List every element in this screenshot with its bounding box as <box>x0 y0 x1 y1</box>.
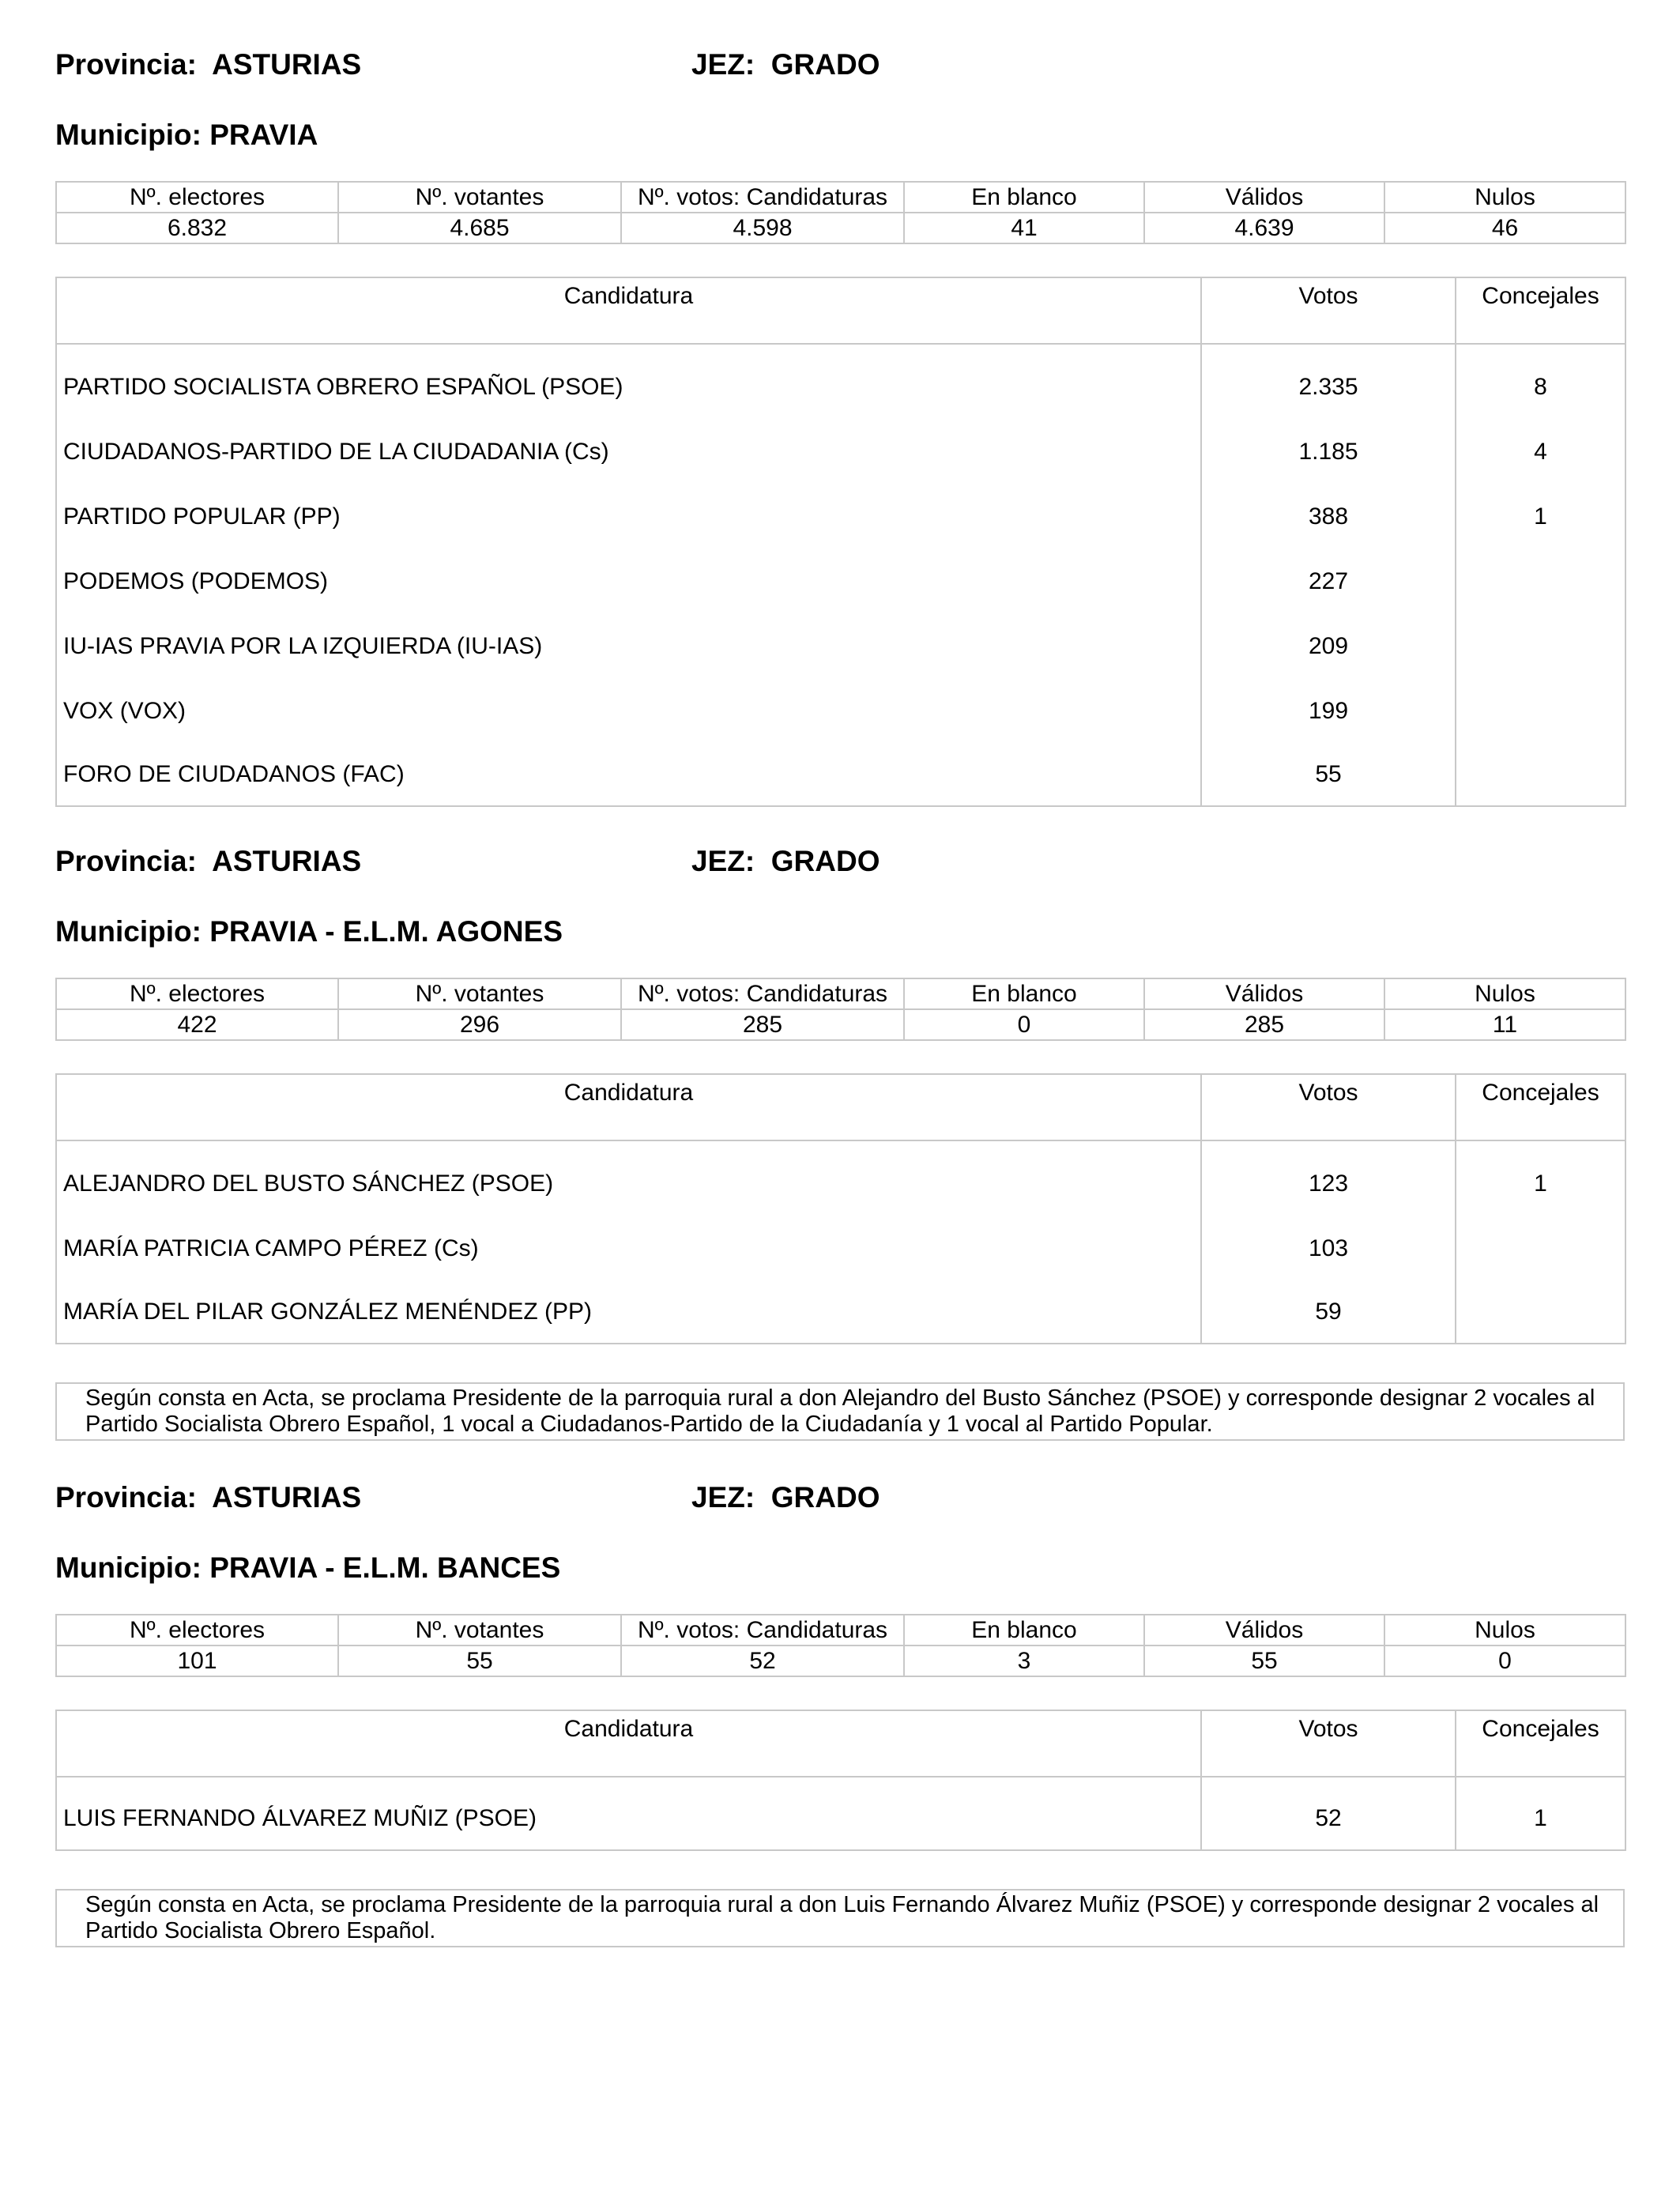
candidate-votos: 55 <box>1201 744 1456 806</box>
candidate-concejales: 4 <box>1456 420 1625 484</box>
candidate-row <box>56 679 1625 744</box>
candidates-header-table <box>55 277 1626 345</box>
stat-en-blanco: 3 <box>904 1646 1144 1676</box>
municipio-value: PRAVIA - E.L.M. AGONES <box>209 915 563 948</box>
candidates-header-table <box>55 1073 1626 1141</box>
candidate-concejales <box>1456 549 1625 614</box>
proclamation-note <box>55 1889 1625 1947</box>
stat-votos-candidaturas: 52 <box>621 1646 904 1676</box>
stat-en-blanco: 0 <box>904 1009 1144 1040</box>
stat-votantes: 296 <box>338 1009 621 1040</box>
jez-label: JEZ: <box>691 845 755 877</box>
provincia-heading <box>55 1480 361 1515</box>
candidate-name: ALEJANDRO DEL BUSTO SÁNCHEZ (PSOE) <box>56 1136 1201 1216</box>
candidates-header-row <box>56 1074 1625 1140</box>
stats-table <box>55 181 1626 244</box>
stats-header-row <box>56 182 1625 213</box>
provincia-label: Provincia: <box>55 1481 197 1514</box>
proclamation-text: Según consta en Acta, se proclama Presidente de la parroquia rural a don Alejandro del Busto Sánchez (PSOE) y corresponde designar 2 vocales al Partido Socialista Obrero Español, 1 vocal a Ciudadanos-Partido de la Ciudadanía y 1 vocal al Partido Popular. <box>85 1385 1595 1437</box>
stat-header-en-blanco: En blanco <box>904 978 1144 1009</box>
municipio-label: Municipio: <box>55 915 202 948</box>
candidate-votos: 227 <box>1201 549 1456 614</box>
stats-table <box>55 1614 1626 1677</box>
candidatura-header: Candidatura <box>56 1710 1201 1777</box>
stat-header-nulos: Nulos <box>1384 1615 1625 1646</box>
jez-label: JEZ: <box>691 48 755 81</box>
candidate-concejales: 1 <box>1456 1136 1625 1216</box>
stat-header-electores: Nº. electores <box>56 978 338 1009</box>
stat-validos: 55 <box>1144 1646 1384 1676</box>
candidate-name: PODEMOS (PODEMOS) <box>56 549 1201 614</box>
municipio-heading <box>55 118 318 153</box>
candidates-table <box>55 339 1626 807</box>
provincia-label: Provincia: <box>55 48 197 81</box>
candidate-concejales <box>1456 1281 1625 1344</box>
provincia-value: ASTURIAS <box>212 48 362 81</box>
stat-header-nulos: Nulos <box>1384 182 1625 213</box>
stat-nulos: 0 <box>1384 1646 1625 1676</box>
candidate-concejales: 1 <box>1456 484 1625 549</box>
concejales-header: Concejales <box>1456 1074 1625 1140</box>
stats-table <box>55 978 1626 1041</box>
stat-en-blanco: 41 <box>904 213 1144 243</box>
stat-votos-candidaturas: 285 <box>621 1009 904 1040</box>
stat-validos: 285 <box>1144 1009 1384 1040</box>
candidate-concejales <box>1456 1216 1625 1281</box>
candidate-name: MARÍA PATRICIA CAMPO PÉREZ (Cs) <box>56 1216 1201 1281</box>
candidate-name: CIUDADANOS-PARTIDO DE LA CIUDADANIA (Cs) <box>56 420 1201 484</box>
proclamation-text: Según consta en Acta, se proclama Presidente de la parroquia rural a don Luis Fernando Álvarez Muñiz (PSOE) y corresponde designar 2 vocales al Partido Socialista Obrero Español. <box>85 1892 1599 1943</box>
stat-header-electores: Nº. electores <box>56 1615 338 1646</box>
candidate-row <box>56 549 1625 614</box>
jez-value: GRADO <box>770 1481 880 1514</box>
candidates-table <box>55 1772 1626 1851</box>
candidate-votos: 123 <box>1201 1136 1456 1216</box>
votos-header: Votos <box>1201 1710 1456 1777</box>
candidates-table <box>55 1136 1626 1344</box>
stat-header-votos-candidaturas: Nº. votos: Candidaturas <box>621 182 904 213</box>
stat-header-votantes: Nº. votantes <box>338 182 621 213</box>
candidates-header-table <box>55 1710 1626 1777</box>
jez-heading <box>691 47 880 82</box>
stats-value-row <box>56 213 1625 243</box>
candidate-row <box>56 744 1625 806</box>
concejales-header: Concejales <box>1456 1710 1625 1777</box>
candidate-votos: 209 <box>1201 614 1456 679</box>
stats-value-row <box>56 1646 1625 1676</box>
candidate-row <box>56 1281 1625 1344</box>
jez-value: GRADO <box>770 845 880 877</box>
candidate-name: MARÍA DEL PILAR GONZÁLEZ MENÉNDEZ (PP) <box>56 1281 1201 1344</box>
candidate-name: IU-IAS PRAVIA POR LA IZQUIERDA (IU-IAS) <box>56 614 1201 679</box>
provincia-heading <box>55 844 361 879</box>
candidate-row <box>56 1136 1625 1216</box>
stat-votos-candidaturas: 4.598 <box>621 213 904 243</box>
candidatura-header: Candidatura <box>56 277 1201 344</box>
stat-electores: 101 <box>56 1646 338 1676</box>
candidate-row <box>56 339 1625 420</box>
candidate-votos: 59 <box>1201 1281 1456 1344</box>
provincia-value: ASTURIAS <box>212 1481 362 1514</box>
stat-nulos: 11 <box>1384 1009 1625 1040</box>
stat-electores: 6.832 <box>56 213 338 243</box>
stat-votantes: 55 <box>338 1646 621 1676</box>
provincia-heading <box>55 47 361 82</box>
stat-electores: 422 <box>56 1009 338 1040</box>
stat-header-votos-candidaturas: Nº. votos: Candidaturas <box>621 978 904 1009</box>
jez-heading <box>691 844 880 879</box>
candidates-header-row <box>56 1710 1625 1777</box>
candidate-votos: 103 <box>1201 1216 1456 1281</box>
municipio-label: Municipio: <box>55 1551 202 1584</box>
candidate-name: PARTIDO SOCIALISTA OBRERO ESPAÑOL (PSOE) <box>56 339 1201 420</box>
votos-header: Votos <box>1201 277 1456 344</box>
stat-header-nulos: Nulos <box>1384 978 1625 1009</box>
stat-header-votos-candidaturas: Nº. votos: Candidaturas <box>621 1615 904 1646</box>
candidate-concejales: 1 <box>1456 1772 1625 1850</box>
concejales-header: Concejales <box>1456 277 1625 344</box>
candidate-votos: 1.185 <box>1201 420 1456 484</box>
stat-validos: 4.639 <box>1144 213 1384 243</box>
candidate-row <box>56 1216 1625 1281</box>
candidate-name: PARTIDO POPULAR (PP) <box>56 484 1201 549</box>
jez-heading <box>691 1480 880 1515</box>
stats-header-row <box>56 1615 1625 1646</box>
stat-header-votantes: Nº. votantes <box>338 1615 621 1646</box>
candidate-name: LUIS FERNANDO ÁLVAREZ MUÑIZ (PSOE) <box>56 1772 1201 1850</box>
candidate-row <box>56 484 1625 549</box>
stat-votantes: 4.685 <box>338 213 621 243</box>
candidate-name: VOX (VOX) <box>56 679 1201 744</box>
candidate-votos: 199 <box>1201 679 1456 744</box>
municipio-value: PRAVIA <box>209 119 318 151</box>
candidate-name: FORO DE CIUDADANOS (FAC) <box>56 744 1201 806</box>
candidate-concejales <box>1456 614 1625 679</box>
stat-header-validos: Válidos <box>1144 182 1384 213</box>
stats-value-row <box>56 1009 1625 1040</box>
votos-header: Votos <box>1201 1074 1456 1140</box>
stat-header-electores: Nº. electores <box>56 182 338 213</box>
stat-header-en-blanco: En blanco <box>904 1615 1144 1646</box>
candidate-votos: 388 <box>1201 484 1456 549</box>
municipio-value: PRAVIA - E.L.M. BANCES <box>209 1551 561 1584</box>
candidates-header-row <box>56 277 1625 344</box>
jez-value: GRADO <box>770 48 880 81</box>
stat-header-validos: Válidos <box>1144 978 1384 1009</box>
candidate-votos: 52 <box>1201 1772 1456 1850</box>
provincia-label: Provincia: <box>55 845 197 877</box>
candidate-row <box>56 1772 1625 1850</box>
candidate-row <box>56 614 1625 679</box>
municipio-heading <box>55 914 563 949</box>
candidate-concejales: 8 <box>1456 339 1625 420</box>
stat-nulos: 46 <box>1384 213 1625 243</box>
proclamation-note <box>55 1382 1625 1441</box>
municipio-label: Municipio: <box>55 119 202 151</box>
municipio-heading <box>55 1551 560 1585</box>
provincia-value: ASTURIAS <box>212 845 362 877</box>
stats-header-row <box>56 978 1625 1009</box>
candidate-row <box>56 420 1625 484</box>
stat-header-votantes: Nº. votantes <box>338 978 621 1009</box>
stat-header-validos: Válidos <box>1144 1615 1384 1646</box>
candidate-votos: 2.335 <box>1201 339 1456 420</box>
candidate-concejales <box>1456 679 1625 744</box>
jez-label: JEZ: <box>691 1481 755 1514</box>
stat-header-en-blanco: En blanco <box>904 182 1144 213</box>
candidate-concejales <box>1456 744 1625 806</box>
candidatura-header: Candidatura <box>56 1074 1201 1140</box>
